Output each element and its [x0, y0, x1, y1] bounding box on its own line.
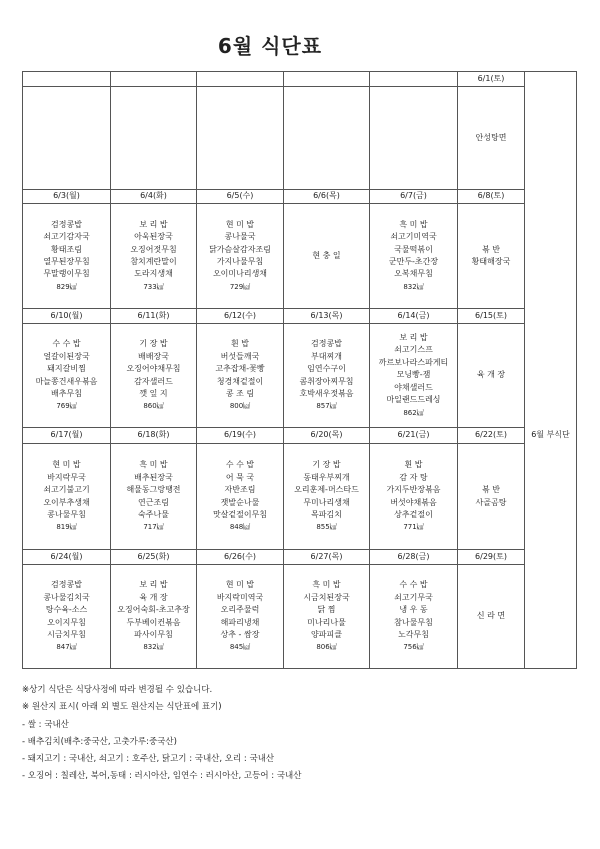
- date-cell: 6/4(화): [111, 190, 197, 204]
- note-line: - 돼지고기 : 국내산, 쇠고기 : 호주산, 닭고기 : 국내산, 오리 : 국내산: [22, 754, 275, 765]
- menu-item: 쇠고기스프: [394, 345, 433, 355]
- date-cell: 6/28(금): [370, 550, 458, 565]
- menu-item: 쇠고기감자국: [43, 232, 90, 242]
- menu-item: 까르보나라스파게티: [378, 357, 449, 367]
- menu-item: 국물떡볶이: [394, 244, 433, 254]
- date-cell: 6/15(토): [458, 309, 525, 324]
- side-spacer-cell: [525, 324, 577, 428]
- menu-item: 호박새우젓볶음: [299, 388, 354, 398]
- note-line: ※상기 식단은 식당사정에 따라 변경될 수 있습니다.: [22, 685, 213, 695]
- date-cell: [284, 72, 370, 87]
- date-cell: 6/7(금): [370, 190, 458, 204]
- menu-row: [23, 324, 577, 428]
- menu-cell: [23, 324, 111, 428]
- menu-cell: [284, 565, 370, 669]
- calorie-label: 756㎉: [403, 643, 424, 652]
- menu-item: 바지락무국: [47, 472, 86, 482]
- menu-item: 임연수구이: [307, 364, 346, 374]
- menu-cell: [23, 444, 111, 550]
- menu-item: 현 미 밥: [225, 580, 255, 590]
- date-row: [23, 72, 577, 87]
- menu-item: 쇠고기불고기: [43, 485, 90, 495]
- menu-item: 시금치된장국: [303, 592, 350, 602]
- week-note-cell: [525, 309, 577, 324]
- calorie-label: 829㎉: [56, 282, 77, 291]
- menu-item: 청경채겉절이: [216, 376, 264, 386]
- menu-table: [22, 71, 577, 669]
- side-spacer-cell: [525, 565, 577, 669]
- calorie-label: 771㎉: [403, 523, 424, 532]
- menu-item: 고추잡채-꽃빵: [215, 364, 265, 374]
- menu-cell: [370, 87, 458, 190]
- menu-item: 바지락미역국: [216, 592, 264, 602]
- menu-item: 두부베이컨볶음: [126, 617, 181, 627]
- date-cell: 6/11(화): [111, 309, 197, 324]
- menu-item: 오이지무침: [47, 617, 86, 627]
- calorie-label: 800㎉: [229, 402, 251, 411]
- menu-item: 참치계란말이: [130, 257, 177, 266]
- note-line: ※ 원산지 표시( 아래 외 별도 원산지는 식단표에 표기): [22, 702, 222, 713]
- menu-item: 양파피클: [311, 629, 342, 639]
- date-row: [23, 190, 577, 204]
- menu-item: 배추된장국: [134, 472, 173, 482]
- menu-item: 상추겉절이: [394, 509, 433, 519]
- week-note-cell: [525, 550, 577, 565]
- menu-item: 오징어야채무침: [126, 364, 181, 374]
- date-cell: 6/10(월): [23, 309, 111, 324]
- calorie-label: 855㎉: [316, 523, 337, 532]
- menu-item: 감자샐러드: [134, 376, 173, 386]
- menu-item: 콩나물국: [224, 232, 256, 242]
- menu-cell: [197, 565, 284, 669]
- page-title: 6월 식단표: [217, 34, 323, 58]
- date-cell: 6/14(금): [370, 309, 458, 324]
- menu-item: 냉 우 동: [399, 605, 428, 615]
- date-cell: 6/17(월): [23, 428, 111, 444]
- menu-item: 검정콩밥: [311, 339, 342, 349]
- menu-item: 보 리 밥: [399, 333, 428, 343]
- menu-item: 현 미 밥: [52, 460, 81, 470]
- menu-item: 동태우부찌개: [303, 472, 350, 482]
- calorie-label: 806㎉: [316, 643, 337, 652]
- side-spacer-cell: [525, 87, 577, 190]
- menu-item: 검정콩밥: [51, 580, 82, 590]
- menu-item: 목파김치: [311, 509, 342, 519]
- menu-cell: [458, 204, 525, 309]
- notes-section: [22, 682, 582, 786]
- menu-item: 현 충 일: [312, 250, 341, 260]
- menu-item: 돼지갈비찜: [47, 364, 86, 374]
- menu-item: 흑 미 밥: [399, 219, 428, 229]
- menu-row: [23, 444, 577, 550]
- menu-cell: [111, 87, 197, 190]
- menu-item: 쇠고기무국: [394, 592, 433, 602]
- menu-cell: [197, 324, 284, 428]
- menu-cell: [23, 87, 111, 190]
- menu-item: 상추 - 쌈장: [220, 629, 260, 639]
- menu-cell: [197, 204, 284, 309]
- menu-item: 콩나물김치국: [43, 592, 90, 602]
- menu-cell: [370, 565, 458, 669]
- menu-cell: [23, 204, 111, 309]
- calorie-label: 819㎉: [56, 523, 77, 532]
- menu-item: 육 개 장: [476, 370, 506, 380]
- menu-item: 볶 반: [482, 244, 500, 254]
- menu-item: 현 미 밥: [225, 219, 255, 229]
- date-cell: 6/6(목): [284, 190, 370, 204]
- week-note-cell: 6월 부식단: [525, 428, 577, 444]
- menu-item: 오이부추생채: [43, 497, 90, 507]
- calorie-label: 845㎉: [229, 643, 251, 652]
- menu-cell: [370, 204, 458, 309]
- menu-item: 열무된장무침: [43, 257, 90, 266]
- date-cell: 6/29(토): [458, 550, 525, 565]
- menu-cell: [458, 87, 525, 190]
- menu-item: 자반조림: [224, 485, 256, 495]
- menu-row: [23, 204, 577, 309]
- menu-item: 무말랭이무침: [43, 269, 90, 279]
- menu-item: 잿발순나물: [220, 497, 260, 507]
- menu-cell: [111, 444, 197, 550]
- menu-item: 도라지생채: [134, 269, 173, 279]
- menu-item: 배배장국: [138, 351, 169, 361]
- calorie-label: 848㎉: [229, 523, 251, 532]
- menu-item: 노각무침: [398, 629, 429, 639]
- menu-item: 황태해장국: [471, 257, 511, 266]
- menu-cell: [23, 565, 111, 669]
- menu-item: 탕수육-소스: [45, 605, 88, 615]
- date-cell: 6/25(화): [111, 550, 197, 565]
- menu-row: [23, 565, 577, 669]
- menu-item: 감 자 탕: [399, 472, 428, 482]
- menu-item: 부대찌개: [311, 351, 342, 361]
- menu-item: 흑 미 밥: [139, 460, 168, 470]
- date-cell: 6/1(토): [458, 72, 525, 87]
- menu-item: 기 장 밥: [312, 460, 341, 470]
- menu-item: 콤취장아찌무침: [299, 376, 354, 386]
- menu-item: 오징어젓무침: [130, 244, 177, 254]
- menu-item: 콩 조 림: [225, 388, 255, 398]
- date-row: [23, 428, 577, 444]
- date-row: [23, 309, 577, 324]
- menu-cell: [284, 87, 370, 190]
- menu-item: 신 라 면: [476, 611, 506, 621]
- menu-cell: [284, 324, 370, 428]
- calorie-label: 862㎉: [403, 408, 424, 417]
- menu-item: 깻 잎 지: [139, 388, 168, 398]
- menu-item: 마일랜드드레싱: [386, 395, 441, 405]
- menu-cell: [284, 444, 370, 550]
- menu-item: 닭가슴살감자조림: [209, 244, 271, 254]
- date-cell: 6/26(수): [197, 550, 284, 565]
- menu-item: 무미나리생채: [303, 497, 350, 507]
- calorie-label: 832㎉: [403, 282, 424, 291]
- date-row: [23, 550, 577, 565]
- menu-item: 사골곰탕: [475, 497, 507, 507]
- menu-item: 육 개 장: [139, 592, 168, 602]
- menu-cell: [370, 444, 458, 550]
- menu-item: 오복채무침: [394, 269, 433, 279]
- menu-item: 숙주나물: [138, 509, 169, 519]
- menu-item: 군만두-초간장: [388, 257, 439, 266]
- date-cell: 6/18(화): [111, 428, 197, 444]
- menu-cell: [197, 444, 284, 550]
- menu-cell: [458, 565, 525, 669]
- menu-item: 보 리 밥: [139, 580, 168, 590]
- menu-item: 오징어숙회-초고추장: [117, 605, 190, 615]
- menu-item: 마늘쫑건새우볶음: [35, 376, 98, 386]
- date-cell: 6/5(수): [197, 190, 284, 204]
- menu-item: 시금치무침: [47, 629, 86, 639]
- side-spacer-cell: [525, 444, 577, 550]
- menu-item: 버섯야채볶음: [390, 497, 437, 507]
- menu-item: 가지나물무침: [216, 257, 264, 266]
- calorie-label: 860㎉: [143, 402, 164, 411]
- note-line: - 배추김치(배추:중국산, 고춧가루:중국산): [22, 736, 177, 747]
- menu-item: 버섯들깨국: [220, 351, 260, 361]
- date-cell: 6/19(수): [197, 428, 284, 444]
- date-cell: [197, 72, 284, 87]
- menu-cell: [111, 204, 197, 309]
- menu-item: 해물동그랑땡전: [126, 485, 181, 495]
- calorie-label: 733㎉: [143, 282, 164, 291]
- note-line: - 쌀 : 국내산: [22, 719, 69, 730]
- menu-cell: [284, 204, 370, 309]
- note-line: - 오징어 : 칠레산, 북어,동태 : 러시아산, 임연수 : 러시아산, 고등어 : 국내산: [22, 771, 302, 782]
- menu-item: 오리주물럭: [220, 605, 260, 615]
- menu-cell: [458, 324, 525, 428]
- menu-item: 기 장 밥: [139, 339, 168, 349]
- date-cell: 6/12(수): [197, 309, 284, 324]
- menu-item: 수 수 밥: [52, 339, 81, 349]
- menu-item: 콩나물무침: [47, 509, 86, 519]
- menu-item: 참나물무침: [394, 617, 433, 627]
- menu-item: 해파리냉채: [220, 617, 260, 627]
- menu-cell: [370, 324, 458, 428]
- menu-item: 수 수 밥: [225, 460, 255, 470]
- menu-item: 오이미나리생채: [212, 269, 268, 279]
- menu-item: 수 수 밥: [399, 580, 428, 590]
- menu-item: 야채샐러드: [394, 382, 433, 392]
- week-note-cell: [525, 72, 577, 87]
- date-cell: 6/3(월): [23, 190, 111, 204]
- calorie-label: 832㎉: [143, 643, 164, 652]
- menu-item: 보 리 밥: [139, 219, 168, 229]
- date-cell: 6/13(목): [284, 309, 370, 324]
- calorie-label: 717㎉: [143, 523, 164, 532]
- menu-row: [23, 87, 577, 190]
- calorie-label: 857㎉: [316, 402, 337, 411]
- date-cell: [23, 72, 111, 87]
- menu-item: 흑 미 밥: [312, 580, 341, 590]
- menu-cell: [111, 324, 197, 428]
- calorie-label: 847㎉: [56, 643, 77, 652]
- menu-cell: [197, 87, 284, 190]
- menu-cell: [111, 565, 197, 669]
- menu-item: 모닝빵-잼: [396, 370, 431, 380]
- menu-item: 안성탕면: [475, 132, 507, 142]
- date-cell: 6/8(토): [458, 190, 525, 204]
- date-cell: 6/20(목): [284, 428, 370, 444]
- menu-item: 오리훈제-머스타드: [294, 485, 359, 495]
- date-cell: 6/22(토): [458, 428, 525, 444]
- date-cell: [370, 72, 458, 87]
- menu-item: 볶 반: [482, 485, 500, 495]
- menu-item: 파사이무침: [134, 629, 173, 639]
- calorie-label: 769㎉: [56, 402, 77, 411]
- date-cell: 6/24(월): [23, 550, 111, 565]
- menu-item: 흰 밥: [404, 460, 423, 470]
- menu-item: 아욱된장국: [134, 232, 173, 242]
- menu-cell: [458, 444, 525, 550]
- menu-item: 닭 찜: [317, 605, 336, 615]
- menu-item: 가지두반장볶음: [386, 485, 441, 495]
- calorie-label: 729㎉: [229, 282, 251, 291]
- menu-item: 맛살겉절이무침: [212, 509, 268, 519]
- date-cell: 6/27(목): [284, 550, 370, 565]
- menu-item: 흰 밥: [231, 339, 249, 349]
- date-cell: [111, 72, 197, 87]
- menu-item: 미나리나물: [307, 617, 346, 627]
- menu-item: 배추무침: [51, 388, 82, 398]
- date-cell: 6/21(금): [370, 428, 458, 444]
- menu-item: 검정콩밥: [51, 219, 82, 229]
- menu-item: 어 묵 국: [225, 472, 255, 482]
- week-note-cell: [525, 190, 577, 204]
- menu-item: 얼갈이된장국: [43, 351, 90, 361]
- menu-item: 연근조림: [138, 497, 169, 507]
- side-spacer-cell: [525, 204, 577, 309]
- menu-item: 황태조림: [51, 244, 82, 254]
- menu-item: 쇠고기미역국: [390, 232, 437, 242]
